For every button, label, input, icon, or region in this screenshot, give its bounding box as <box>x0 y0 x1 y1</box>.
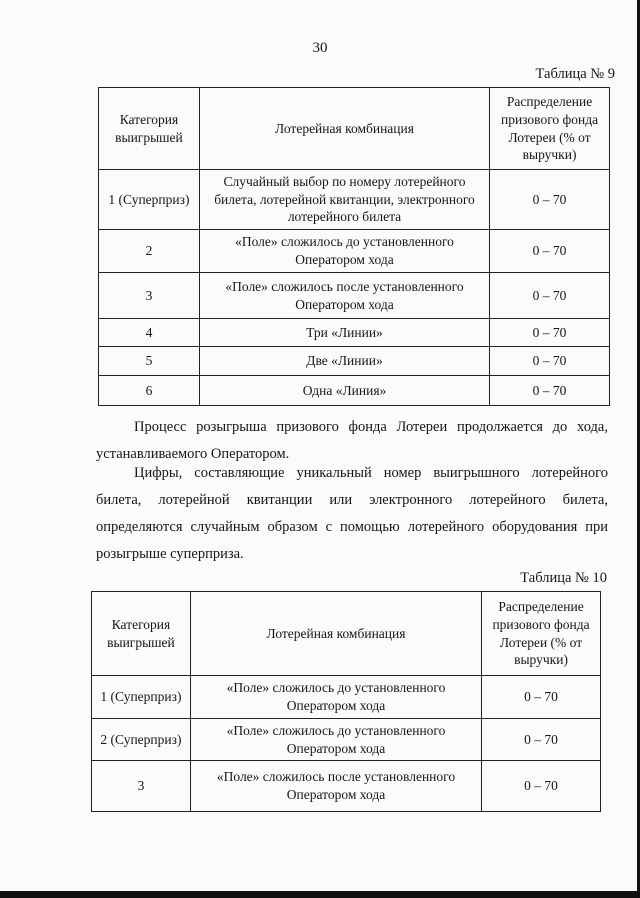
scan-edge-bottom <box>0 891 640 898</box>
cell-distribution: 0 – 70 <box>482 676 601 719</box>
cell-combination: Одна «Линия» <box>199 376 489 406</box>
paragraph-text: Цифры, составляющие уникальный номер выигрышного лотерейного билета, лотерейной квитанции или электронного лотерейного билета, определяются случайным образом с помощью лотерейного оборудования при розыгрыше суперприза. <box>96 465 608 562</box>
table-row <box>92 676 601 719</box>
cell-combination: Случайный выбор по номеру лотерейного билета, лотерейной квитанции, электронного лотерейного билета <box>199 170 489 230</box>
table-row <box>99 273 610 319</box>
cell-category: 5 <box>99 347 200 376</box>
header-distribution: Распределение призового фонда Лотереи (% от выручки) <box>490 88 610 170</box>
cell-combination: Три «Линии» <box>199 319 489 347</box>
cell-category: 1 (Суперприз) <box>92 676 191 719</box>
cell-category: 2 (Суперприз) <box>92 719 191 761</box>
cell-distribution: 0 – 70 <box>490 273 610 319</box>
table-row <box>92 719 601 761</box>
cell-distribution: 0 – 70 <box>482 719 601 761</box>
table-row <box>99 170 610 230</box>
header-category: Категория выигрышей <box>92 592 191 676</box>
cell-combination: Две «Линии» <box>199 347 489 376</box>
cell-distribution: 0 – 70 <box>490 347 610 376</box>
header-category: Категория выигрышей <box>99 88 200 170</box>
table-10-caption: Таблица № 10 <box>520 570 607 586</box>
header-distribution: Распределение призового фонда Лотереи (% от выручки) <box>482 592 601 676</box>
paragraph-text: Процесс розыгрыша призового фонда Лотереи продолжается до хода, устанавливаемого Оператором. <box>96 419 608 462</box>
cell-category: 4 <box>99 319 200 347</box>
cell-category: 1 (Суперприз) <box>99 170 200 230</box>
page-number: 30 <box>312 40 328 56</box>
table-row <box>92 761 601 812</box>
cell-distribution: 0 – 70 <box>490 319 610 347</box>
cell-combination: «Поле» сложилось после установленного Оператором хода <box>190 761 481 812</box>
cell-combination: «Поле» сложилось до установленного Оператором хода <box>199 230 489 273</box>
cell-distribution: 0 – 70 <box>490 230 610 273</box>
header-combination: Лотерейная комбинация <box>190 592 481 676</box>
paragraph-superprize-numbers <box>96 460 608 568</box>
cell-combination: «Поле» сложилось до установленного Оператором хода <box>190 676 481 719</box>
table-header-row <box>92 592 601 676</box>
cell-combination: «Поле» сложилось до установленного Оператором хода <box>190 719 481 761</box>
cell-category: 6 <box>99 376 200 406</box>
cell-distribution: 0 – 70 <box>482 761 601 812</box>
table-row <box>99 230 610 273</box>
cell-combination: «Поле» сложилось после установленного Оператором хода <box>199 273 489 319</box>
table-9-caption: Таблица № 9 <box>535 66 615 82</box>
table-10 <box>91 591 601 812</box>
cell-category: 2 <box>99 230 200 273</box>
table-row <box>99 319 610 347</box>
table-row <box>99 347 610 376</box>
table-9 <box>98 87 610 406</box>
cell-distribution: 0 – 70 <box>490 170 610 230</box>
cell-distribution: 0 – 70 <box>490 376 610 406</box>
cell-category: 3 <box>99 273 200 319</box>
header-combination: Лотерейная комбинация <box>199 88 489 170</box>
table-header-row <box>99 88 610 170</box>
cell-category: 3 <box>92 761 191 812</box>
table-row <box>99 376 610 406</box>
